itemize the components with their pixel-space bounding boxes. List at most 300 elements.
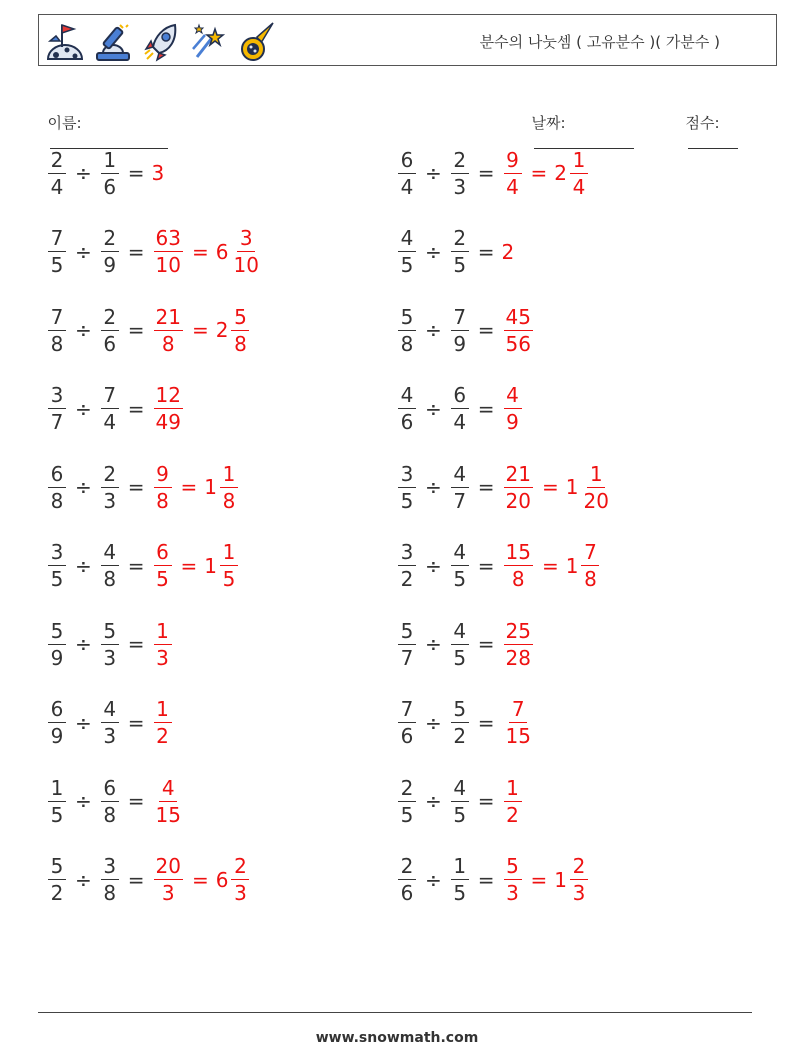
denominator: 5 [50,567,64,591]
answer-whole: 2 [501,239,515,264]
denominator: 56 [505,331,531,356]
answer [502,304,535,356]
dividend-fraction [48,542,66,589]
numerator: 2 [101,307,119,331]
divide-sign: ÷ [75,867,92,892]
divide-sign: ÷ [75,318,92,342]
numerator: 4 [101,542,119,566]
divisor-fraction [101,228,119,275]
denominator: 6 [103,174,117,199]
divisor-fraction [451,304,469,356]
equals-sign: = [127,867,145,892]
problem-item [396,222,514,282]
denominator: 8 [400,331,414,356]
numerator: 5 [398,621,416,645]
problem-item [396,693,535,753]
denominator: 20 [583,488,609,513]
denominator: 3 [572,881,586,905]
equals-sign: = [477,632,495,656]
numerator: 6 [451,385,469,409]
divide-sign: ÷ [425,475,442,499]
equals-sign: = [541,475,559,499]
dividend-fraction [48,385,66,432]
problem-item [396,771,524,831]
answer-whole: 3 [151,161,165,185]
problem-item [46,222,263,282]
mixed-fraction [570,856,588,903]
dividend-fraction [398,461,416,513]
answer [502,240,515,264]
equals-sign: = [127,239,145,264]
dividend-fraction [398,856,416,903]
denominator: 7 [400,645,414,670]
numerator: 4 [159,778,177,802]
denominator: 7 [50,410,64,434]
answer [502,385,524,432]
divide-sign: ÷ [75,161,92,185]
answer-fraction [154,856,183,903]
numerator: 4 [504,385,522,409]
equals-sign: = [477,318,495,342]
numerator: 7 [48,307,66,331]
denominator: 5 [453,881,467,905]
numerator: 21 [505,461,531,486]
footer-url[interactable]: www.snowmath.com [315,1030,479,1046]
denominator: 15 [155,802,181,827]
denominator: 5 [50,802,64,827]
numerator: 3 [237,228,255,252]
denominator: 6 [400,881,414,905]
dividend-fraction [398,147,416,199]
problem-item [46,143,164,203]
answer-fraction [504,856,522,903]
denominator: 8 [50,488,64,513]
numerator: 4 [451,621,469,645]
divisor-fraction [101,856,119,903]
numerator: 1 [451,856,469,880]
mixed-fraction [220,542,238,589]
numerator: 7 [48,228,66,252]
equals-sign: = [127,553,145,578]
divide-sign: ÷ [75,239,92,264]
divide-sign: ÷ [425,161,442,185]
comet-icon [237,19,277,63]
dividend-fraction [48,304,66,356]
mixed-fraction [220,461,238,513]
shooting-stars-icon [189,19,229,63]
mixed-whole: 6 [215,239,229,264]
denominator: 20 [505,488,531,513]
answer [502,775,524,827]
answer-fraction [154,228,183,275]
numerator: 2 [451,228,469,252]
denominator: 5 [222,567,236,591]
answer-mixed-number [204,461,240,513]
answer-mixed-number [215,304,252,356]
dividend-fraction [48,856,66,903]
denominator: 2 [506,802,519,827]
numerator: 1 [154,699,172,723]
answer [152,161,165,185]
equals-sign: = [127,318,145,342]
denominator: 8 [584,567,597,591]
equals-sign: = [127,396,145,421]
rocket-icon [141,19,181,63]
equals-sign: = [180,475,198,499]
numerator: 5 [231,307,249,331]
divisor-fraction [451,699,469,746]
denominator: 8 [156,488,169,513]
mixed-whole: 1 [565,475,579,499]
denominator: 15 [505,724,531,748]
divide-sign: ÷ [425,789,442,813]
moon-flag-icon [45,19,85,63]
answer [502,147,591,199]
equals-sign: = [191,867,209,892]
denominator: 3 [103,645,117,670]
answer-mixed-number [216,228,263,275]
numerator: 3 [48,385,66,409]
answer [502,856,591,903]
equals-sign: = [477,475,495,499]
denominator: 5 [453,567,467,591]
denominator: 5 [400,253,414,277]
numerator: 2 [451,150,469,174]
score-blank[interactable] [688,133,738,149]
dividend-fraction [398,228,416,275]
numerator: 6 [101,778,119,802]
problem-item [396,379,524,439]
worksheet-title: 분수의 나눗셈 ( 고유분수 )( 가분수 ) [479,33,720,51]
problem-item [396,850,590,910]
problem-item [396,300,535,360]
dividend-fraction [398,385,416,432]
equals-sign: = [541,553,559,578]
equals-sign: = [191,239,209,264]
numerator: 6 [154,542,172,566]
numerator: 4 [451,464,469,488]
numerator: 4 [451,542,469,566]
denominator: 8 [161,331,175,356]
denominator: 8 [234,331,247,356]
numerator: 9 [504,150,522,174]
header-icons [45,19,277,63]
numerator: 2 [398,856,416,880]
answer [502,461,613,513]
numerator: 5 [101,621,119,645]
mixed-fraction [231,228,260,275]
denominator: 8 [222,488,236,513]
problem-item [46,300,251,360]
dividend-fraction [48,228,66,275]
answer-fraction [154,461,172,513]
denominator: 2 [156,724,169,748]
numerator: 21 [155,304,181,329]
equals-sign: = [477,789,495,813]
dividend-fraction [48,775,66,827]
denominator: 4 [572,174,586,199]
answer-fraction [154,542,172,589]
divisor-fraction [451,228,469,275]
denominator: 6 [400,410,414,434]
equals-sign: = [191,318,209,342]
divisor-fraction [451,856,469,903]
mixed-fraction [581,461,610,513]
divisor-fraction [101,699,119,746]
problem-item [46,457,240,517]
denominator: 5 [453,802,467,827]
answer [152,856,252,903]
answer [152,228,263,275]
dividend-fraction [48,461,66,513]
answer-fraction [504,775,522,827]
mixed-whole: 1 [204,553,218,578]
denominator: 9 [50,724,64,748]
problem-item [396,457,613,517]
numerator: 7 [451,307,469,331]
answer-mixed-number [554,147,590,199]
equals-sign: = [477,396,495,421]
numerator: 4 [451,778,469,802]
problem-item [46,379,185,439]
divisor-fraction [101,147,119,199]
denominator: 5 [50,253,64,277]
mixed-whole: 2 [215,318,229,342]
dividend-fraction [398,618,416,670]
numerator: 1 [220,464,238,488]
answer [152,304,252,356]
denominator: 4 [50,174,64,199]
divide-sign: ÷ [425,318,442,342]
answer-mixed-number [554,856,590,903]
numerator: 20 [155,854,181,878]
denominator: 2 [50,881,64,905]
problem-item [396,536,601,596]
answer [502,618,535,670]
footer-divider [38,1012,752,1013]
mixed-whole: 1 [565,553,579,578]
denominator: 7 [453,488,467,513]
mixed-fraction [231,304,249,356]
numerator: 2 [48,150,66,174]
equals-sign: = [127,475,145,499]
denominator: 4 [453,410,467,434]
problem-item [46,771,185,831]
problem-item [46,614,174,674]
denominator: 8 [50,331,64,356]
denominator: 10 [233,253,259,277]
answer-fraction [504,304,533,356]
dividend-fraction [48,618,66,670]
denominator: 10 [155,253,181,277]
numerator: 3 [398,542,416,566]
answer-fraction [154,304,183,356]
denominator: 6 [103,331,117,356]
denominator: 2 [453,724,467,748]
numerator: 4 [101,699,119,723]
equals-sign: = [127,161,145,185]
numerator: 1 [504,778,522,802]
numerator: 2 [231,856,249,880]
answer [152,775,185,827]
divisor-fraction [451,542,469,589]
telescope-icon [93,19,133,63]
denominator: 8 [103,567,117,591]
equals-sign: = [477,710,495,735]
equals-sign: = [127,789,145,813]
divide-sign: ÷ [425,553,442,578]
numerator: 1 [587,464,605,488]
score-field[interactable] [676,94,738,151]
mixed-whole: 2 [554,161,568,185]
numerator: 7 [398,699,416,723]
numerator: 5 [398,307,416,331]
equals-sign: = [180,553,198,578]
denominator: 4 [103,410,117,434]
score-label: 점수: [685,114,720,132]
numerator: 1 [48,778,66,802]
answer-fraction [504,618,533,670]
divisor-fraction [101,775,119,827]
numerator: 1 [220,542,238,566]
divide-sign: ÷ [75,553,92,578]
answer-mixed-number [566,542,602,589]
divide-sign: ÷ [425,867,442,892]
numerator: 7 [101,385,119,409]
problem-item [46,850,251,910]
divide-sign: ÷ [425,710,442,735]
divide-sign: ÷ [75,710,92,735]
denominator: 9 [453,331,467,356]
dividend-fraction [398,304,416,356]
denominator: 5 [453,253,467,277]
equals-sign: = [477,867,495,892]
divide-sign: ÷ [75,396,92,421]
mixed-fraction [570,147,588,199]
answer-fraction [154,385,183,432]
numerator: 3 [101,856,119,880]
numerator: 5 [504,856,522,880]
numerator: 6 [398,150,416,174]
answer [502,699,535,746]
numerator: 9 [154,464,172,488]
numerator: 5 [451,699,469,723]
problem-item [396,143,590,203]
mixed-whole: 6 [215,867,229,892]
denominator: 3 [234,881,247,905]
denominator: 3 [103,724,117,748]
answer-fraction [504,542,533,589]
dividend-fraction [48,699,66,746]
answer-mixed-number [565,461,613,513]
dividend-fraction [398,775,416,827]
answer-fraction [504,461,533,513]
answer [502,542,602,589]
divide-sign: ÷ [425,632,442,656]
numerator: 2 [101,228,119,252]
denominator: 2 [400,567,414,591]
numerator: 45 [505,304,531,329]
divide-sign: ÷ [425,239,442,264]
divisor-fraction [101,461,119,513]
denominator: 5 [400,488,414,513]
answer [152,461,241,513]
denominator: 3 [453,174,467,199]
divisor-fraction [451,385,469,432]
denominator: 3 [156,645,169,670]
divide-sign: ÷ [75,475,92,499]
divide-sign: ÷ [75,632,92,656]
divisor-fraction [101,385,119,432]
denominator: 3 [506,881,519,905]
divide-sign: ÷ [425,396,442,421]
numerator: 3 [398,464,416,488]
numerator: 63 [155,226,181,250]
numerator: 1 [570,150,588,174]
dividend-fraction [398,542,416,589]
equals-sign: = [477,553,495,578]
denominator: 8 [103,802,117,827]
mixed-fraction [581,542,599,589]
problem-item [46,536,240,596]
mixed-whole: 1 [204,475,218,499]
denominator: 3 [161,881,175,905]
problem-item [396,614,535,674]
name-label: 이름: [47,114,82,132]
answer-fraction [504,147,522,199]
dividend-fraction [398,699,416,746]
numerator: 4 [398,228,416,252]
denominator: 5 [400,802,414,827]
answer-mixed-number [216,856,252,903]
answer-fraction [154,775,183,827]
divisor-fraction [451,775,469,827]
denominator: 9 [103,253,117,277]
denominator: 49 [155,410,181,434]
date-label: 날짜: [531,114,566,132]
answer-fraction [504,385,522,432]
equals-sign: = [127,632,145,656]
answer [152,542,241,589]
dividend-fraction [48,147,66,199]
divisor-fraction [101,618,119,670]
numerator: 6 [48,699,66,723]
divisor-fraction [451,147,469,199]
answer-fraction [154,699,172,746]
numerator: 4 [398,385,416,409]
denominator: 8 [103,881,117,905]
denominator: 4 [400,174,414,199]
numerator: 25 [505,618,531,643]
numerator: 7 [581,542,599,566]
numerator: 12 [155,383,181,407]
answer [152,385,185,432]
numerator: 2 [570,856,588,880]
divisor-fraction [451,461,469,513]
divisor-fraction [451,618,469,670]
numerator: 7 [509,699,527,723]
denominator: 28 [505,645,531,670]
divisor-fraction [101,304,119,356]
denominator: 4 [506,174,519,199]
numerator: 5 [48,621,66,645]
denominator: 9 [50,645,64,670]
denominator: 5 [453,645,467,670]
numerator: 15 [505,540,531,564]
numerator: 1 [154,621,172,645]
denominator: 5 [156,567,169,591]
answer [152,618,174,670]
